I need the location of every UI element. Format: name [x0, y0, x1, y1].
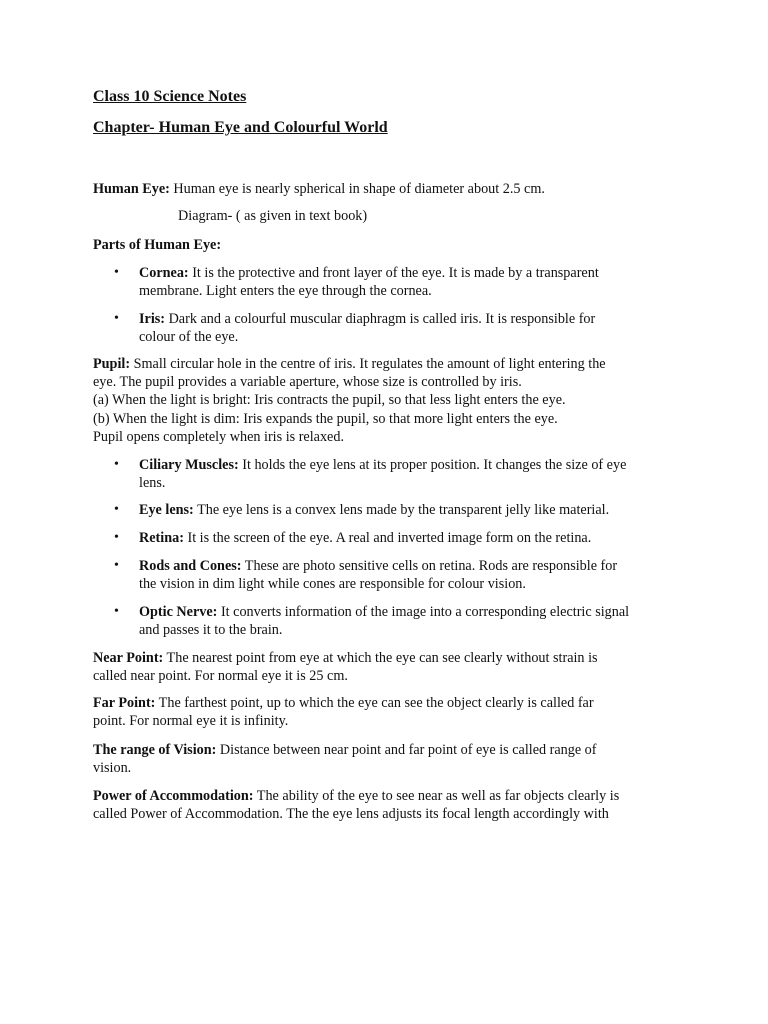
accommodation-paragraph — [93, 787, 619, 805]
term-label: Far Point: — [93, 695, 156, 711]
accommodation-line-2: called Power of Accommodation. The the eye lens adjusts its focal length accordingly with — [93, 806, 609, 822]
definition-text: It is the screen of the eye. A real and inverted image form on the retina. — [183, 530, 592, 546]
definition-text: Distance between near point and far point of eye is called range of — [216, 742, 597, 758]
list-item-optic-nerve — [139, 603, 629, 621]
far-point-paragraph — [93, 694, 594, 712]
near-point-line-2: called near point. For normal eye it is 25 cm. — [93, 668, 348, 684]
term-label: Cornea: — [139, 265, 189, 281]
term-label: The range of Vision: — [93, 742, 217, 758]
chapter-title: Chapter- Human Eye and Colourful World — [93, 119, 388, 136]
bullet-marker: • — [114, 604, 119, 619]
list-item-rods-and-cones — [139, 557, 617, 575]
far-point-line-2: point. For normal eye it is infinity. — [93, 713, 289, 729]
term-label: Ciliary Muscles: — [139, 457, 239, 473]
definition-text: It is the protective and front layer of the eye. It is made by a transparent — [188, 265, 599, 281]
definition-text: Dark and a colourful muscular diaphragm is called iris. It is responsible for — [165, 311, 596, 327]
list-item-ciliary-muscles — [139, 456, 626, 474]
range-of-vision-paragraph — [93, 741, 597, 759]
list-item-optic-nerve-continued: and passes it to the brain. — [139, 622, 283, 638]
definition-text: The farthest point, up to which the eye can see the object clearly is called far — [155, 695, 594, 711]
bullet-marker: • — [114, 311, 119, 326]
definition-text: Small circular hole in the centre of iris. It regulates the amount of light entering the — [130, 356, 606, 372]
term-label: Power of Accommodation: — [93, 788, 254, 804]
list-item-retina — [139, 529, 591, 547]
term-label: Rods and Cones: — [139, 558, 242, 574]
term-label: Pupil: — [93, 356, 131, 372]
human-eye-paragraph — [93, 180, 545, 198]
range-of-vision-line-2: vision. — [93, 760, 132, 776]
definition-text: It converts information of the image into a corresponding electric signal — [217, 604, 630, 620]
definition-text: The nearest point from eye at which the eye can see clearly without strain is — [163, 650, 598, 666]
definition-text: Human eye is nearly spherical in shape of diameter about 2.5 cm. — [169, 181, 545, 197]
pupil-line-3: (a) When the light is bright: Iris contracts the pupil, so that less light enters the eye. — [93, 392, 566, 408]
bullet-marker: • — [114, 530, 119, 545]
definition-text: The ability of the eye to see near as well as far objects clearly is — [253, 788, 620, 804]
pupil-line-2: eye. The pupil provides a variable aperture, whose size is controlled by iris. — [93, 374, 522, 390]
list-item-cornea-continued: membrane. Light enters the eye through the cornea. — [139, 283, 432, 299]
term-label: Human Eye: — [93, 181, 170, 197]
pupil-paragraph — [93, 355, 606, 373]
list-item-cornea — [139, 264, 599, 282]
parts-heading: Parts of Human Eye: — [93, 237, 222, 253]
definition-text: It holds the eye lens at its proper position. It changes the size of eye — [238, 457, 627, 473]
definition-text: The eye lens is a convex lens made by the transparent jelly like material. — [193, 502, 610, 518]
list-item-ciliary-muscles-continued: lens. — [139, 475, 166, 491]
term-label: Optic Nerve: — [139, 604, 218, 620]
list-item-iris-continued: colour of the eye. — [139, 329, 239, 345]
definition-text: These are photo sensitive cells on retina. Rods are responsible for — [241, 558, 618, 574]
bullet-marker: • — [114, 265, 119, 280]
bullet-marker: • — [114, 457, 119, 472]
list-item-iris — [139, 310, 595, 328]
list-item-eye-lens — [139, 501, 609, 519]
term-label: Near Point: — [93, 650, 164, 666]
term-label: Iris: — [139, 311, 166, 327]
pupil-line-4: (b) When the light is dim: Iris expands the pupil, so that more light enters the eye. — [93, 411, 558, 427]
near-point-paragraph — [93, 649, 598, 667]
bullet-marker: • — [114, 502, 119, 517]
pupil-line-5: Pupil opens completely when iris is relaxed. — [93, 429, 344, 445]
document-title: Class 10 Science Notes — [93, 88, 247, 105]
term-label: Retina: — [139, 530, 184, 546]
term-label: Eye lens: — [139, 502, 194, 518]
bullet-marker: • — [114, 558, 119, 573]
list-item-rods-and-cones-continued: the vision in dim light while cones are responsible for colour vision. — [139, 576, 526, 592]
diagram-note: Diagram- ( as given in text book) — [178, 208, 368, 224]
